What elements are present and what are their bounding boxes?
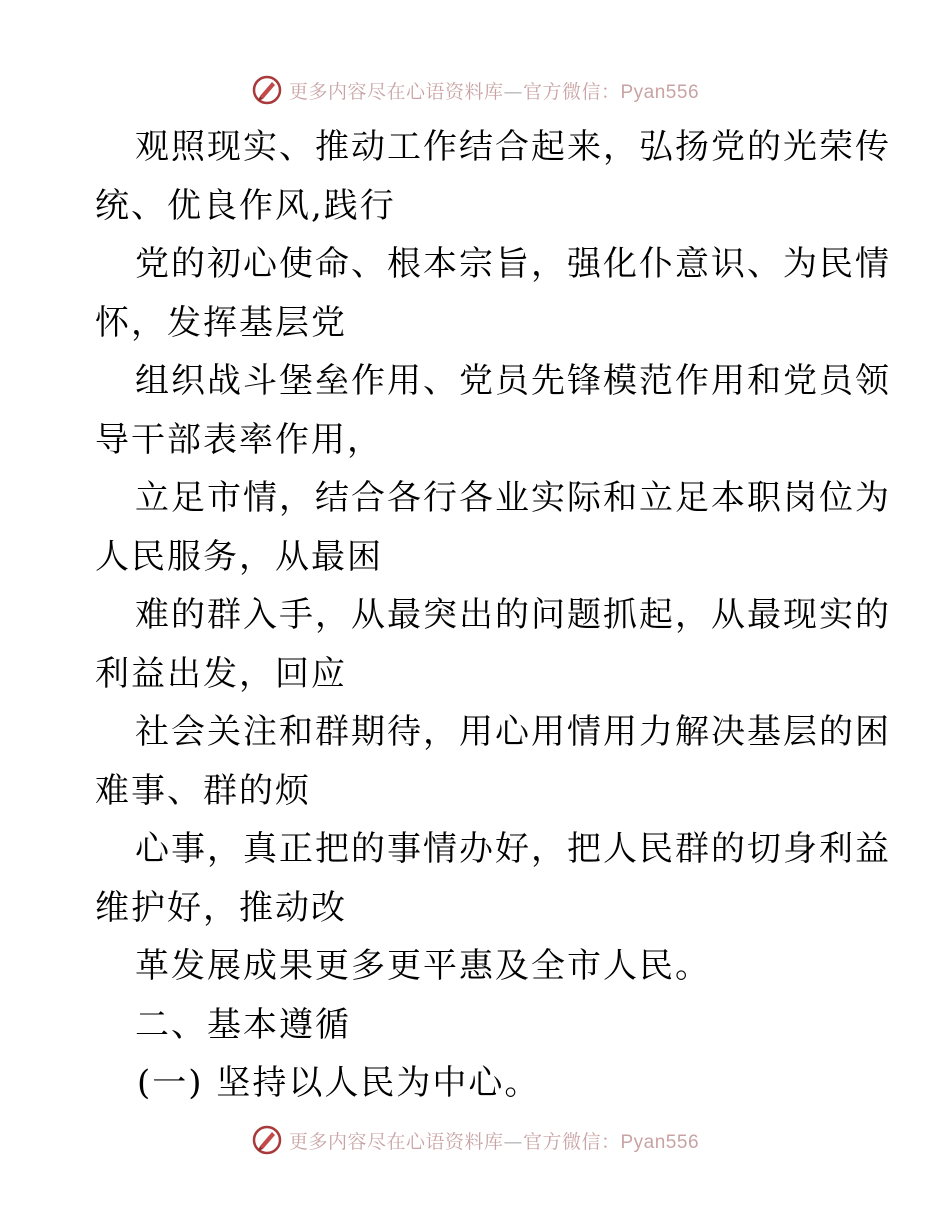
text-line: 人民服务，从最困	[95, 536, 383, 577]
text-line: 立足市情，结合各行各业实际和立足本职岗位为	[135, 478, 891, 518]
text-line: 观照现实、推动工作结合起来，弘扬党的光荣传	[135, 127, 891, 167]
pen-logo-icon	[251, 1124, 283, 1156]
text-line: 维护好，推动改	[95, 887, 347, 928]
watermark-text	[289, 1127, 699, 1154]
watermark-brand: 更多内容尽在心语资料库	[288, 1130, 504, 1153]
footer-watermark	[0, 1120, 950, 1160]
watermark-brand: 更多内容尽在心语资料库	[288, 80, 504, 103]
pen-logo-icon	[251, 74, 283, 106]
watermark-text	[289, 77, 699, 104]
subsection-heading: (一) 坚持以人民为中心。	[137, 1063, 541, 1103]
section-heading: 二、基本遵循	[135, 1004, 351, 1045]
text-line: 利益出发，回应	[95, 653, 347, 694]
text-line: 怀，发挥基层党	[95, 302, 347, 343]
text-line: 革发展成果更多更平惠及全市人民。	[135, 946, 711, 986]
text-line: 组织战斗堡垒作用、党员先锋模范作用和党员领	[135, 361, 891, 401]
text-line: 难的群入手，从最突出的问题抓起，从最现实的	[135, 595, 891, 635]
text-line: 社会关注和群期待，用心用情用力解决基层的困	[135, 712, 891, 752]
watermark-separator: —	[503, 80, 523, 103]
text-line: 党的初心使命、根本宗旨，强化仆意识、为民情	[135, 244, 891, 284]
watermark-wechat-id: Pyan556	[620, 1131, 700, 1153]
watermark-wechat-label: 官方微信：	[522, 80, 621, 103]
header-watermark	[0, 70, 950, 110]
text-line: 导干部表率作用，	[95, 419, 383, 460]
document-body	[95, 118, 891, 1113]
text-line: 心事，真正把的事情办好，把人民群的切身利益	[135, 829, 891, 869]
text-line: 难事、群的烦	[95, 770, 311, 811]
watermark-wechat-id: Pyan556	[620, 81, 700, 103]
text-line: 统、优良作风,践行	[95, 185, 396, 226]
watermark-wechat-label: 官方微信：	[522, 1130, 621, 1153]
watermark-separator: —	[503, 1130, 523, 1153]
